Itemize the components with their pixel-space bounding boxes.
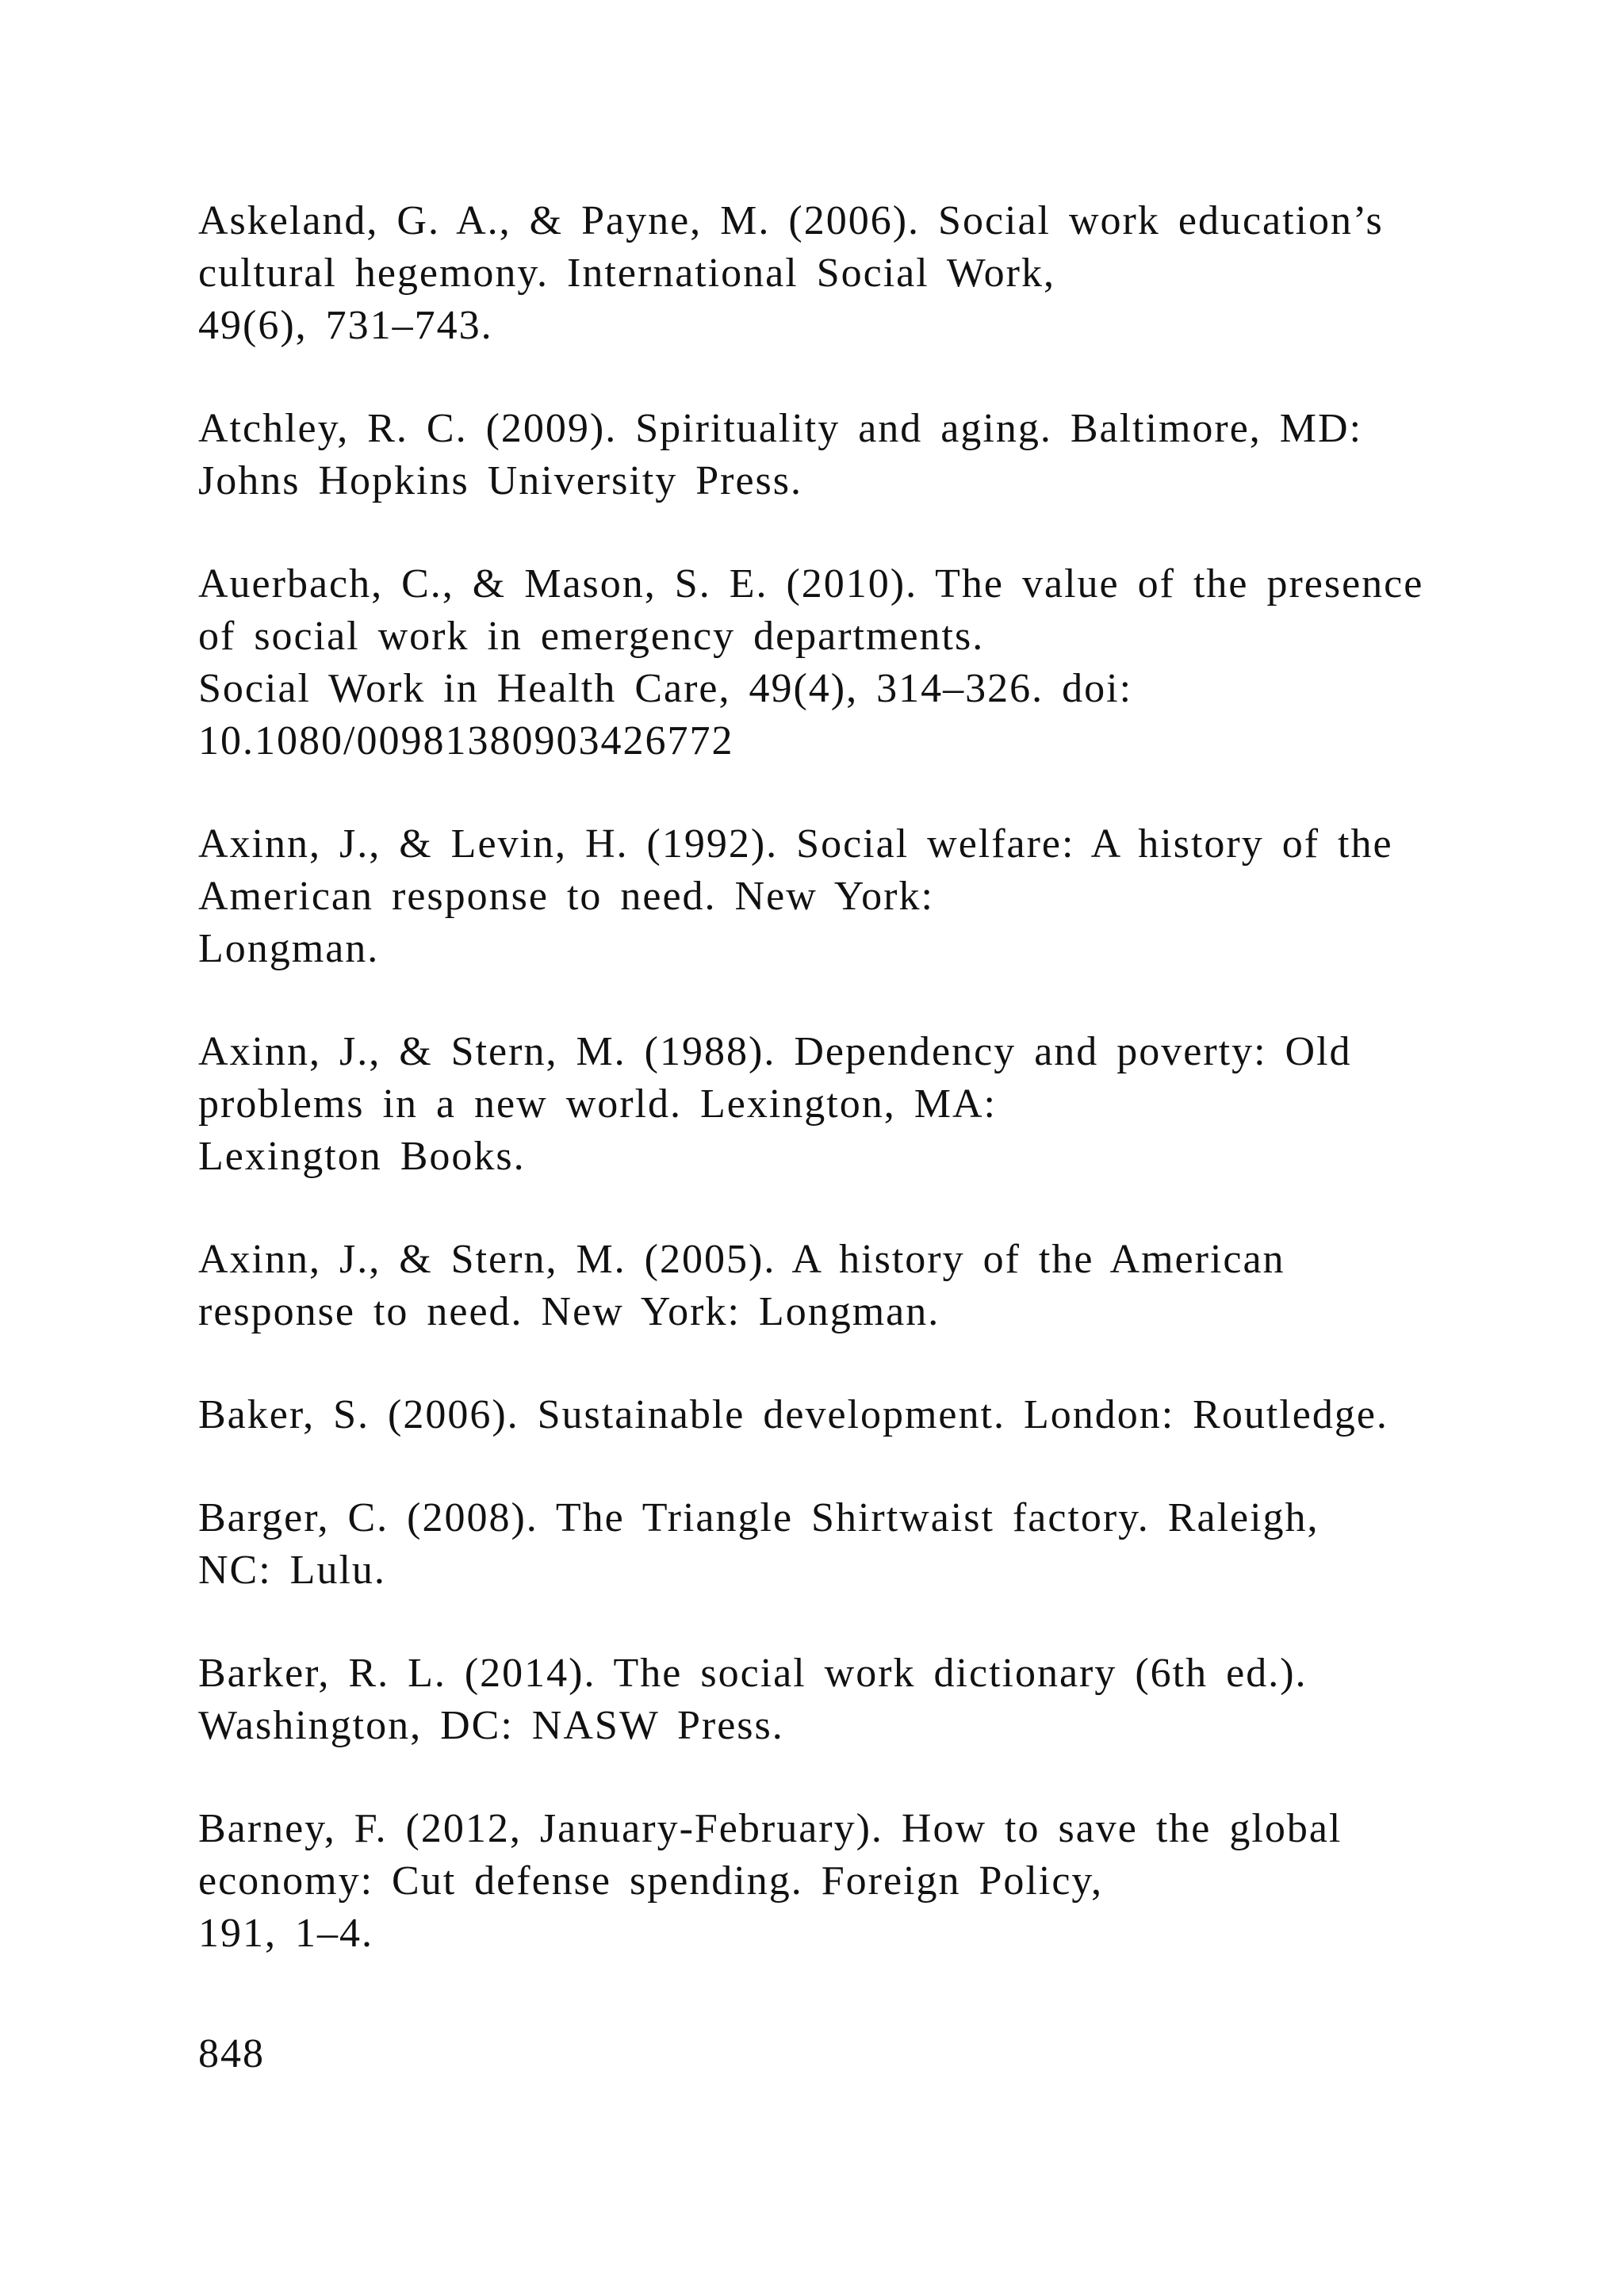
reference-line: of social work in emergency departments. bbox=[198, 614, 985, 659]
reference-line: Auerbach, C., & Mason, S. E. (2010). The value of the presence bbox=[198, 561, 1424, 607]
reference-line: Askeland, G. A., & Payne, M. (2006). Social work education’s bbox=[198, 198, 1384, 243]
reference-entry bbox=[198, 1389, 1546, 1441]
reference-entry bbox=[198, 1492, 1546, 1597]
reference-line: Longman. bbox=[198, 926, 380, 971]
reference-line: cultural hegemony. International Social Work, bbox=[198, 251, 1055, 296]
reference-line: Social Work in Health Care, 49(4), 314–326. doi: bbox=[198, 666, 1133, 711]
reference-line: Baker, S. (2006). Sustainable development. London: Routledge. bbox=[198, 1392, 1388, 1437]
reference-entry bbox=[198, 818, 1546, 975]
page-number: 848 bbox=[198, 2031, 265, 2076]
reference-entry bbox=[198, 558, 1546, 767]
reference-line: problems in a new world. Lexington, MA: bbox=[198, 1081, 997, 1127]
reference-line: Axinn, J., & Levin, H. (1992). Social welfare: A history of the bbox=[198, 821, 1393, 867]
reference-line: 191, 1–4. bbox=[198, 1911, 373, 1956]
reference-line: NC: Lulu. bbox=[198, 1548, 386, 1593]
reference-entry bbox=[198, 403, 1546, 507]
reference-line: Lexington Books. bbox=[198, 1134, 526, 1179]
reference-line: economy: Cut defense spending. Foreign Policy, bbox=[198, 1858, 1104, 1904]
reference-entry bbox=[198, 1026, 1546, 1183]
reference-entry bbox=[198, 195, 1546, 352]
reference-line: Johns Hopkins University Press. bbox=[198, 458, 803, 503]
reference-line: Axinn, J., & Stern, M. (2005). A history of the American bbox=[198, 1237, 1285, 1282]
reference-list bbox=[198, 195, 1546, 2011]
reference-line: Barker, R. L. (2014). The social work dictionary (6th ed.). bbox=[198, 1651, 1308, 1696]
reference-line: 49(6), 731–743. bbox=[198, 303, 493, 348]
reference-line: response to need. New York: Longman. bbox=[198, 1289, 940, 1334]
reference-line: Barney, F. (2012, January-February). How to save the global bbox=[198, 1806, 1342, 1851]
reference-line: Atchley, R. C. (2009). Spirituality and aging. Baltimore, MD: bbox=[198, 406, 1363, 451]
reference-entry bbox=[198, 1234, 1546, 1338]
reference-line: American response to need. New York: bbox=[198, 874, 934, 919]
reference-line: Axinn, J., & Stern, M. (1988). Dependency and poverty: Old bbox=[198, 1029, 1352, 1074]
reference-line: Washington, DC: NASW Press. bbox=[198, 1703, 784, 1748]
reference-line: Barger, C. (2008). The Triangle Shirtwaist factory. Raleigh, bbox=[198, 1495, 1320, 1540]
reference-entry bbox=[198, 1803, 1546, 1960]
reference-entry bbox=[198, 1647, 1546, 1752]
reference-line: 10.1080/00981380903426772 bbox=[198, 718, 734, 763]
